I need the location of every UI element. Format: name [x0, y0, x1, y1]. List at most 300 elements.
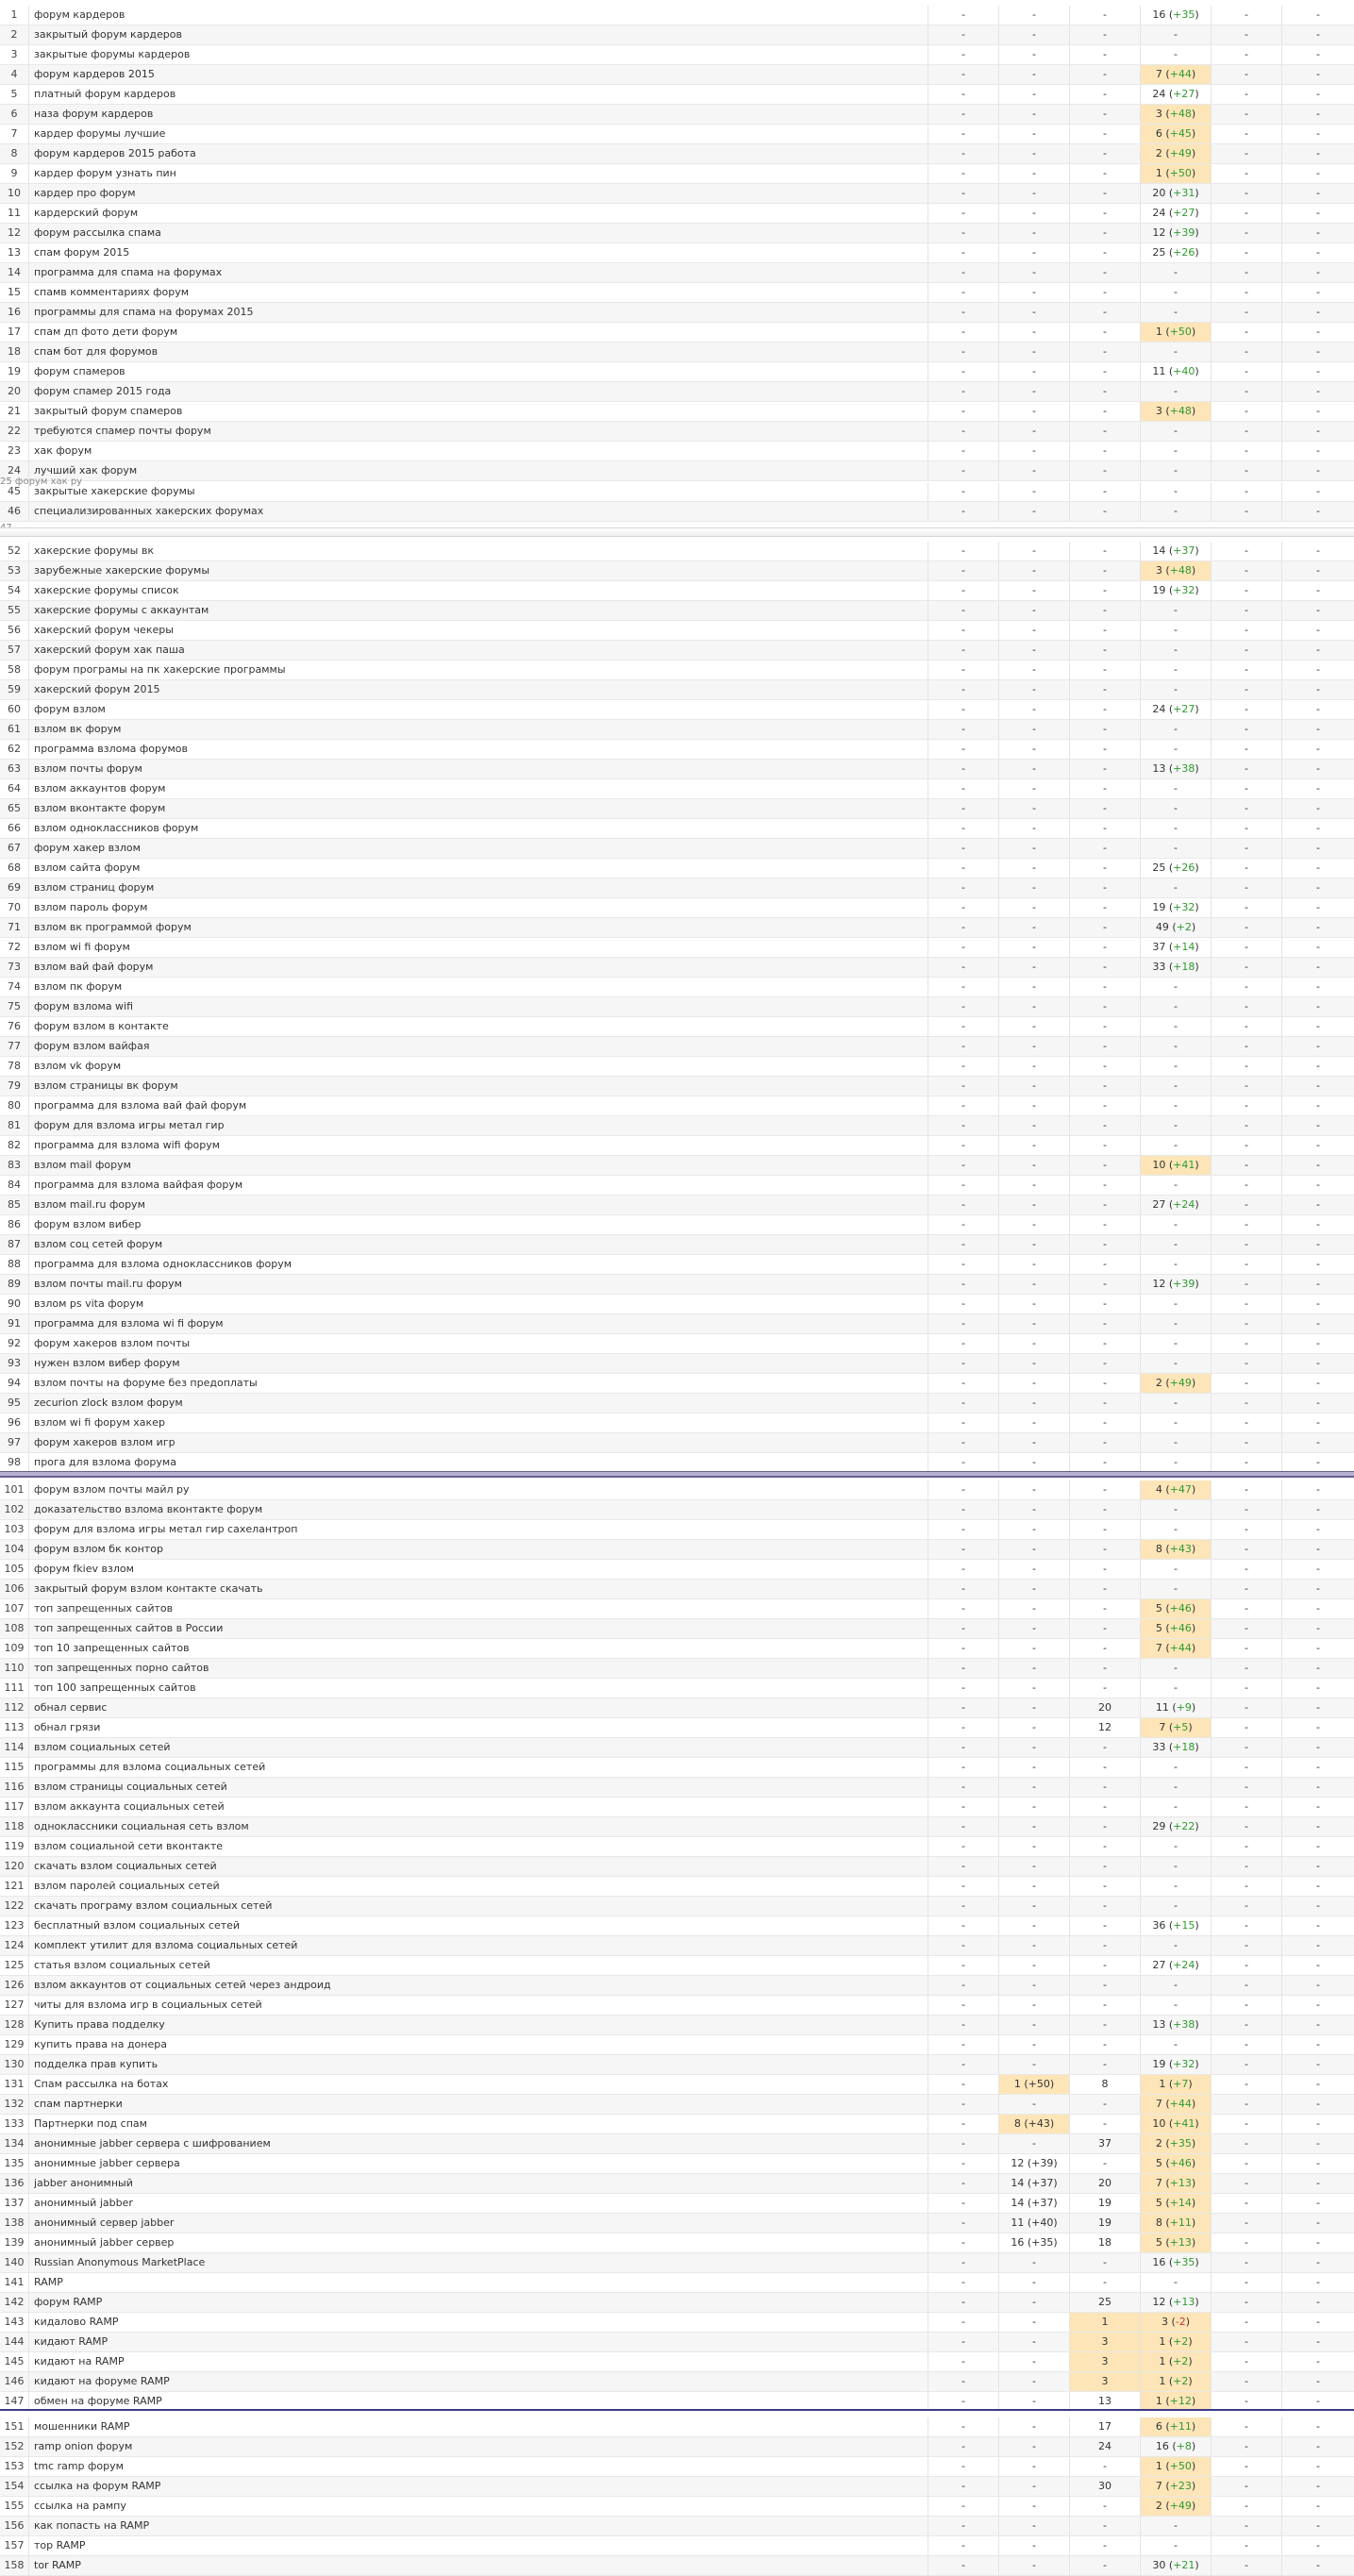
value-cell: - [1281, 2214, 1354, 2233]
position-value: - [1174, 1000, 1178, 1012]
table-row [0, 641, 1354, 661]
value-cell: - [1281, 1718, 1354, 1737]
keyword-cell: взлом вк форум [28, 720, 928, 739]
position-delta: +2 [1173, 2375, 1189, 2387]
value-cell: - [1281, 997, 1354, 1016]
value-cell: 30 [1069, 2477, 1140, 2496]
table-row [0, 1433, 1354, 1453]
value-cell: - [928, 442, 998, 460]
value-cell: - [1281, 1679, 1354, 1698]
value-cell: - [1281, 1916, 1354, 1935]
value-cell: - [1281, 1255, 1354, 1274]
value-cell [1140, 1758, 1211, 1777]
position-value: - [1174, 782, 1178, 795]
value-cell: - [1069, 382, 1140, 401]
keyword-cell: топ 10 запрещенных сайтов [28, 1639, 928, 1658]
position-value: - [1174, 663, 1178, 676]
value-cell: 6 (+45) [1140, 125, 1211, 143]
value-cell: 1 (+12) [1140, 2392, 1211, 2411]
row-number: 157 [4, 2539, 25, 2551]
position-value: - [1174, 604, 1178, 616]
position-delta: +18 [1173, 961, 1195, 973]
value-cell: - [1069, 1679, 1140, 1698]
position-value: - [1174, 425, 1178, 437]
value-cell: - [1281, 2273, 1354, 2292]
value-cell: - [1069, 740, 1140, 759]
keyword-cell: программа для спама на форумах [28, 263, 928, 282]
value-cell: - [1281, 65, 1354, 84]
keyword-cell: программа для взлома одноклассников форум [28, 1255, 928, 1274]
position-value: - [1174, 1139, 1178, 1151]
position-delta: +2 [1173, 2355, 1189, 2367]
value-cell: 17 [1069, 2417, 1140, 2436]
value-cell: - [928, 1817, 998, 1836]
value-cell: - [1281, 204, 1354, 223]
position-delta: +2 [1176, 921, 1192, 933]
value-cell: - [928, 243, 998, 262]
value-cell: - [928, 1057, 998, 1076]
value-cell [1140, 502, 1211, 521]
value-cell: - [998, 382, 1069, 401]
value-cell: - [1069, 621, 1140, 640]
value-cell: - [1281, 2035, 1354, 2054]
value-cell: - [928, 661, 998, 679]
value-cell: - [1211, 1136, 1281, 1155]
value-cell: 3 (+48) [1140, 402, 1211, 421]
row-number: 59 [8, 683, 21, 695]
position-value: 37 [1152, 941, 1166, 953]
row-number: 101 [4, 1483, 25, 1496]
row-number: 103 [4, 1523, 25, 1535]
value-cell: - [998, 1096, 1069, 1115]
position-value: - [1174, 1563, 1178, 1575]
value-cell: - [998, 144, 1069, 163]
value-cell: - [1069, 2517, 1140, 2535]
value-cell: - [998, 2293, 1069, 2312]
value-cell: - [1211, 641, 1281, 660]
value-cell: 16 (+8) [1140, 2437, 1211, 2456]
value-cell: - [998, 1956, 1069, 1975]
keyword-cell: хакерские форумы вк [28, 542, 928, 560]
value-cell: - [998, 1017, 1069, 1036]
position-delta: +22 [1173, 1820, 1195, 1832]
value-cell: - [1281, 1096, 1354, 1115]
value-cell: - [1069, 164, 1140, 183]
value-cell: - [928, 1758, 998, 1777]
keyword-cell: взлом vk форум [28, 1057, 928, 1076]
value-cell: - [1281, 1698, 1354, 1717]
table-row [0, 1334, 1354, 1354]
value-cell: - [928, 978, 998, 996]
value-cell: - [1211, 1215, 1281, 1234]
value-cell [1140, 1936, 1211, 1955]
row-number: 116 [4, 1781, 25, 1793]
value-cell: - [998, 502, 1069, 521]
value-cell: - [998, 184, 1069, 203]
value-cell: 16 (+35) [1140, 6, 1211, 25]
value-cell: - [1211, 442, 1281, 460]
value-cell: - [1281, 1877, 1354, 1896]
value-cell: - [928, 1196, 998, 1214]
position-value: 4 [1155, 1483, 1162, 1496]
keyword-cell: требуются спамер почты форум [28, 422, 928, 441]
value-cell [1140, 1580, 1211, 1598]
value-cell: - [1281, 1619, 1354, 1638]
value-cell [1140, 1778, 1211, 1797]
table-row [0, 1500, 1354, 1520]
value-cell: - [1211, 6, 1281, 25]
table-row [0, 2313, 1354, 2333]
value-cell: - [998, 1659, 1069, 1678]
value-cell: - [1281, 2517, 1354, 2535]
value-cell: - [1069, 1639, 1140, 1658]
keyword-cell: форум рассылка спама [28, 224, 928, 243]
row-number: 14 [8, 266, 21, 278]
value-cell: - [1211, 2214, 1281, 2233]
table-row [0, 581, 1354, 601]
value-cell: - [928, 1176, 998, 1195]
keyword-cell: кардерский форум [28, 204, 928, 223]
value-cell: - [1281, 382, 1354, 401]
position-value: 7 [1155, 2177, 1162, 2189]
value-cell: - [998, 621, 1069, 640]
table-row [0, 760, 1354, 779]
value-cell: - [998, 1374, 1069, 1393]
value-cell: - [1211, 2233, 1281, 2252]
position-value: - [1174, 28, 1178, 41]
position-value: 7 [1155, 2480, 1162, 2492]
value-cell [1140, 1560, 1211, 1579]
value-cell: 49 (+2) [1140, 918, 1211, 937]
value-cell: - [1069, 1275, 1140, 1294]
table-row [0, 918, 1354, 938]
value-cell: - [1069, 1374, 1140, 1393]
row-number: 10 [8, 187, 21, 199]
value-cell: - [1211, 2115, 1281, 2133]
value-cell: - [1281, 1500, 1354, 1519]
value-cell: - [928, 402, 998, 421]
value-cell: - [998, 2313, 1069, 2332]
value-cell: - [998, 938, 1069, 957]
value-cell: - [998, 343, 1069, 361]
position-delta: +26 [1173, 861, 1195, 874]
value-cell: - [1069, 1857, 1140, 1876]
value-cell: - [1211, 1580, 1281, 1598]
position-value: 24 [1152, 88, 1166, 100]
value-cell: - [928, 362, 998, 381]
value-cell: - [998, 461, 1069, 480]
value-cell: - [998, 6, 1069, 25]
value-cell: - [998, 1817, 1069, 1836]
keyword-cell: топ 100 запрещенных сайтов [28, 1679, 928, 1698]
value-cell: - [998, 1599, 1069, 1618]
table-row [0, 25, 1354, 45]
value-cell [1140, 382, 1211, 401]
value-cell [1140, 601, 1211, 620]
value-cell: - [1211, 1275, 1281, 1294]
value-cell: 10 (+41) [1140, 2115, 1211, 2133]
row-number: 78 [8, 1060, 21, 1072]
table-row [0, 1639, 1354, 1659]
position-delta: +24 [1173, 1198, 1195, 1211]
value-cell [1140, 1659, 1211, 1678]
value-cell: - [1281, 1394, 1354, 1413]
row-number: 80 [8, 1099, 21, 1112]
value-cell [1140, 1017, 1211, 1036]
table-row [0, 224, 1354, 243]
keyword-cell: взлом сайта форум [28, 859, 928, 878]
position-value: - [1174, 1357, 1178, 1369]
keyword-cell: программы для взлома социальных сетей [28, 1758, 928, 1777]
value-cell: - [928, 482, 998, 501]
position-value: - [1174, 1020, 1178, 1032]
table-row [0, 2174, 1354, 2194]
position-value: 19 [1152, 2058, 1166, 2070]
position-value: 12 [1152, 226, 1166, 239]
position-delta: +27 [1173, 207, 1195, 219]
position-delta: +32 [1173, 901, 1195, 913]
position-value: - [1174, 683, 1178, 695]
table-row [0, 779, 1354, 799]
value-cell: - [1069, 978, 1140, 996]
position-value: - [1174, 1297, 1178, 1310]
position-value: - [1174, 644, 1178, 656]
value-cell: - [1211, 839, 1281, 858]
value-cell: - [1281, 482, 1354, 501]
value-cell: - [998, 641, 1069, 660]
value-cell [1140, 1057, 1211, 1076]
value-cell: - [1069, 45, 1140, 64]
value-cell: - [1069, 85, 1140, 104]
position-delta: +26 [1173, 246, 1195, 259]
value-cell: - [928, 938, 998, 957]
value-cell: - [1281, 402, 1354, 421]
value-cell: - [928, 461, 998, 480]
section-divider-blue [0, 2409, 1354, 2415]
row-number: 8 [10, 147, 18, 159]
table-row [0, 2333, 1354, 2352]
value-cell: - [928, 1996, 998, 2015]
value-cell: - [998, 1275, 1069, 1294]
row-number: 83 [8, 1159, 21, 1171]
value-cell: - [1069, 1136, 1140, 1155]
value-cell: - [1069, 6, 1140, 25]
value-cell: - [1211, 720, 1281, 739]
value-cell: - [1281, 25, 1354, 44]
position-value: - [1174, 1681, 1178, 1694]
value-cell: - [928, 2352, 998, 2371]
keyword-cell: купить права на донера [28, 2035, 928, 2054]
value-cell [1140, 2517, 1211, 2535]
table-row [0, 1540, 1354, 1560]
row-number: 71 [8, 921, 21, 933]
position-value: 7 [1159, 1721, 1166, 1733]
value-cell: - [1281, 224, 1354, 243]
row-number: 135 [4, 2157, 25, 2169]
value-cell: 11 (+9) [1140, 1698, 1211, 1717]
value-cell: - [928, 1077, 998, 1096]
table-row [0, 382, 1354, 402]
value-cell: - [1281, 2095, 1354, 2114]
value-cell: - [1281, 1758, 1354, 1777]
value-cell [1140, 779, 1211, 798]
keyword-cell: программа для взлома вайфая форум [28, 1176, 928, 1195]
position-value: 1 [1159, 2335, 1166, 2348]
value-cell: - [1069, 1758, 1140, 1777]
table-row [0, 661, 1354, 680]
position-delta: +35 [1173, 2256, 1195, 2268]
position-value: - [1174, 345, 1178, 358]
row-number: 67 [8, 842, 21, 854]
value-cell: - [1211, 2075, 1281, 2094]
value-cell: - [1281, 1295, 1354, 1313]
value-cell: - [1211, 680, 1281, 699]
keyword-cell: специализированных хакерских форумах [28, 502, 928, 521]
value-cell [1140, 2035, 1211, 2054]
value-cell: - [928, 1897, 998, 1915]
row-number: 15 [8, 286, 21, 298]
position-value: - [1174, 485, 1178, 497]
value-cell: - [1069, 938, 1140, 957]
value-cell [1140, 1334, 1211, 1353]
value-cell: - [1281, 1196, 1354, 1214]
value-cell: - [928, 878, 998, 897]
value-cell: - [928, 2134, 998, 2153]
row-number: 20 [8, 385, 21, 397]
keyword-cell: кардер форум узнать пин [28, 164, 928, 183]
value-cell: - [1069, 661, 1140, 679]
value-cell: - [1281, 542, 1354, 560]
value-cell: - [1211, 997, 1281, 1016]
value-cell: - [1069, 303, 1140, 322]
position-delta: +48 [1169, 405, 1192, 417]
table-row [0, 1916, 1354, 1936]
row-number: 89 [8, 1278, 21, 1290]
table-row [0, 1057, 1354, 1077]
row-number: 77 [8, 1040, 21, 1052]
row-number: 4 [10, 68, 18, 80]
value-cell: - [1069, 1540, 1140, 1559]
value-cell: - [1069, 1996, 1140, 2015]
position-value: 2 [1155, 2500, 1162, 2512]
keyword-cell: Спам рассылка на ботах [28, 2075, 928, 2094]
keyword-cell: наза форум кардеров [28, 105, 928, 124]
value-cell: 12 (+13) [1140, 2293, 1211, 2312]
value-cell: - [1069, 1897, 1140, 1915]
value-cell: 5 (+46) [1140, 1599, 1211, 1618]
value-cell: - [998, 1916, 1069, 1935]
value-cell: - [1069, 1077, 1140, 1096]
position-value: 12 [1152, 2296, 1166, 2308]
position-value: 10 [1152, 1159, 1166, 1171]
value-cell: - [1211, 1599, 1281, 1618]
value-cell: - [1281, 1453, 1354, 1472]
position-delta: +41 [1173, 2117, 1195, 2130]
table-row [0, 2134, 1354, 2154]
value-cell: - [928, 1413, 998, 1432]
value-cell: - [928, 680, 998, 699]
value-cell: - [1211, 1314, 1281, 1333]
table-row [0, 1136, 1354, 1156]
value-cell [1140, 283, 1211, 302]
row-number: 12 [8, 226, 21, 239]
value-cell: - [928, 1500, 998, 1519]
value-cell: - [1211, 2174, 1281, 2193]
value-cell: - [998, 1500, 1069, 1519]
value-cell: - [998, 362, 1069, 381]
value-cell: - [1211, 125, 1281, 143]
value-cell: - [1281, 799, 1354, 818]
value-cell: 3 (+48) [1140, 105, 1211, 124]
position-value: 16 [1152, 8, 1166, 21]
value-cell: - [928, 1314, 998, 1333]
value-cell: - [1069, 144, 1140, 163]
value-cell: - [1281, 2417, 1354, 2436]
row-number: 23 [8, 444, 21, 457]
value-cell: - [1211, 1976, 1281, 1995]
value-cell [1140, 2273, 1211, 2292]
value-cell: - [998, 125, 1069, 143]
value-cell: - [1281, 561, 1354, 580]
value-cell: 37 (+14) [1140, 938, 1211, 957]
value-cell: - [928, 164, 998, 183]
row-number: 110 [4, 1662, 25, 1674]
value-cell: - [1211, 1077, 1281, 1096]
keyword-cell: мошенники RAMP [28, 2417, 928, 2436]
value-cell: - [1281, 263, 1354, 282]
value-cell: 24 [1069, 2437, 1140, 2456]
row-number: 123 [4, 1919, 25, 1932]
row-number: 90 [8, 1297, 21, 1310]
value-cell: - [1211, 1453, 1281, 1472]
row-number: 154 [4, 2480, 25, 2492]
table-row [0, 263, 1354, 283]
position-delta: +12 [1169, 2395, 1192, 2407]
position-value: - [1174, 1397, 1178, 1409]
keyword-cell: подделка прав купить [28, 2055, 928, 2074]
table-row [0, 65, 1354, 85]
value-cell: - [1281, 422, 1354, 441]
value-cell: - [998, 2055, 1069, 2074]
value-cell: - [998, 1619, 1069, 1638]
keyword-cell: спам партнерки [28, 2095, 928, 2114]
value-cell: - [1211, 382, 1281, 401]
position-delta: +9 [1176, 1701, 1192, 1714]
keyword-cell: форум взлом бк контор [28, 1540, 928, 1559]
value-cell: - [1211, 303, 1281, 322]
value-cell: 1 [1069, 2313, 1140, 2332]
row-number: 70 [8, 901, 21, 913]
table-row [0, 2457, 1354, 2477]
table-row [0, 938, 1354, 958]
position-value: 27 [1152, 1959, 1166, 1971]
value-cell: - [1069, 799, 1140, 818]
value-cell: - [998, 2392, 1069, 2411]
value-cell: - [998, 1394, 1069, 1413]
value-cell: - [998, 1996, 1069, 2015]
table-row [0, 1196, 1354, 1215]
value-cell: - [928, 2333, 998, 2351]
value-cell: - [928, 105, 998, 124]
position-value: - [1174, 1582, 1178, 1595]
table-row [0, 740, 1354, 760]
value-cell: - [998, 164, 1069, 183]
row-number: 137 [4, 2197, 25, 2209]
row-number: 120 [4, 1860, 25, 1872]
value-cell: - [1211, 661, 1281, 679]
value-cell: - [928, 601, 998, 620]
value-cell: - [1069, 1354, 1140, 1373]
